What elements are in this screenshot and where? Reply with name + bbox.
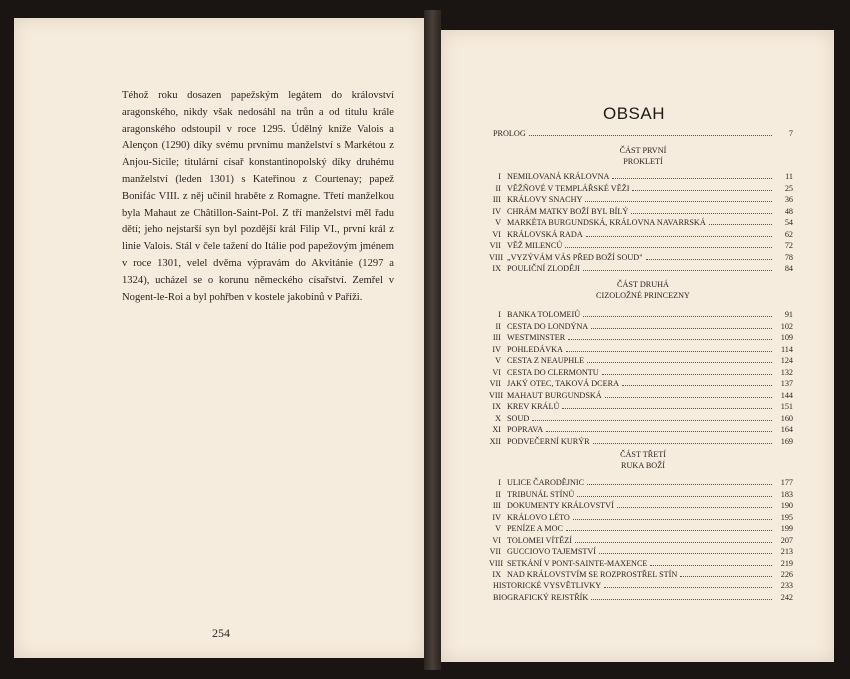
toc-row xyxy=(493,569,793,581)
chapter-page: 78 xyxy=(784,252,793,262)
toc-row xyxy=(493,401,793,413)
toc-row xyxy=(489,436,793,448)
chapter-title: CESTA DO LONDÝNA xyxy=(507,321,589,331)
toc-row xyxy=(489,558,793,570)
chapter-page: 25 xyxy=(784,183,793,193)
toc-row xyxy=(493,489,793,501)
chapter-page: 114 xyxy=(781,344,793,354)
chapter-num: IV xyxy=(492,206,501,216)
chapter-num: VIII xyxy=(489,558,504,568)
chapter-num: V xyxy=(495,524,501,533)
toc-leader xyxy=(650,565,772,566)
chapter-num: I xyxy=(498,478,501,487)
chapter-title: DOKUMENTY KRÁLOVSTVÍ xyxy=(507,501,614,510)
chapter-num: VI xyxy=(492,367,501,377)
chapter-page: 160 xyxy=(780,413,793,423)
chapter-page: 137 xyxy=(780,379,793,388)
chapter-page: 109 xyxy=(780,333,793,342)
chapter-num: IV xyxy=(492,512,501,522)
toc-leader xyxy=(587,484,772,485)
toc-leader xyxy=(568,339,772,340)
chapter-title: JAKÝ OTEC, TAKOVÁ DCERA xyxy=(507,379,619,388)
toc-row xyxy=(493,367,793,379)
toc-leader xyxy=(546,431,772,432)
left-page xyxy=(14,18,424,658)
chapter-page: 164 xyxy=(780,425,793,434)
appendix-page: 233 xyxy=(780,581,793,590)
chapter-title: KRÁLOVO LÉTO xyxy=(507,512,570,522)
toc-leader xyxy=(612,178,772,179)
chapter-page: 62 xyxy=(784,229,793,239)
chapter-title: KREV KRÁLŮ xyxy=(507,402,560,411)
appendix-title: BIOGRAFICKÝ REJSTŘÍK xyxy=(493,592,589,602)
toc-row xyxy=(493,332,793,344)
toc-page: 7 xyxy=(788,129,793,138)
chapter-title: CHRÁM MATKY BOŽÍ BYL BÍLÝ xyxy=(507,206,629,216)
chapter-title: TRIBUNÁL STÍNŮ xyxy=(507,489,575,499)
toc-row xyxy=(493,355,793,367)
chapter-num: III xyxy=(492,195,501,204)
chapter-title: PODVEČERNÍ KURÝR xyxy=(507,436,590,446)
chapter-page: 190 xyxy=(780,501,793,510)
toc-row xyxy=(489,378,793,390)
toc-leader xyxy=(532,420,772,421)
body-paragraph: Téhož roku dosazen papežským legátem do království aragonského, nikdy však nedosáhl na trůn a od titulu krále aragonského odstoupil v roce 1295. Údělný kníže Valois a Alençon (1290) díky svému prvnímu manželství s Markétou z Anjou-Sicile; titulární císař konstantinopolský díky druhému manželství (leden 1301) s Kateřinou z Courtenay; papež Bonifác VIII. z něj učinil hraběte z Romagne. Třetí manželkou byla Mahaut ze Châtillon-Saint-Pol. Z tří manželství měl řadu dětí; jeho nejstarší syn byl pozdější král Filip VI., první král z linie Valois. Stál v čele tažení do Itálie pod papežovým jménem v roce 1301, velel dvěma výpravám do Akvitánie (1297 a 1324), ucházel se o korunu německého císařství. Zemřel v Nogent-le-Roi a byl pohřben v kostele jakobínů v Paříži. xyxy=(122,90,394,303)
chapter-title: WESTMINSTER xyxy=(507,333,566,342)
chapter-page: 219 xyxy=(780,558,793,568)
chapter-num: VII xyxy=(489,241,501,250)
chapter-num: I xyxy=(498,172,501,181)
toc-leader xyxy=(586,236,772,237)
chapter-title: GUCCIOVO TAJEMSTVÍ xyxy=(507,547,597,556)
chapter-num: IX xyxy=(492,570,501,579)
chapter-page: 213 xyxy=(780,547,793,556)
chapter-page: 169 xyxy=(780,436,793,446)
toc-leader xyxy=(562,408,772,409)
chapter-page: 177 xyxy=(780,478,793,487)
chapter-num: X xyxy=(495,413,501,423)
toc-leader xyxy=(599,553,772,554)
chapter-title: MAHAUT BURGUNDSKÁ xyxy=(507,390,602,400)
contents-title: OBSAH xyxy=(603,104,666,123)
chapter-page: 144 xyxy=(780,390,793,400)
toc-row xyxy=(493,580,793,592)
toc-row xyxy=(493,128,793,140)
toc-row xyxy=(493,194,793,206)
chapter-num: IX xyxy=(492,402,501,411)
chapter-title: KRÁLOVSKÁ RADA xyxy=(507,229,583,239)
toc-row xyxy=(489,390,793,402)
chapter-page: 151 xyxy=(780,402,793,411)
toc-part-1 xyxy=(489,146,793,275)
chapter-num: XI xyxy=(492,425,501,434)
chapter-title: CESTA DO CLERMONTU xyxy=(507,367,599,377)
chapter-page: 199 xyxy=(780,524,793,533)
toc-leader xyxy=(577,496,772,497)
chapter-num: V xyxy=(495,218,501,227)
toc-leader xyxy=(566,351,772,352)
chapter-num: VII xyxy=(489,547,501,556)
chapter-num: IX xyxy=(492,264,501,273)
toc-leader xyxy=(591,328,772,329)
toc-leader xyxy=(573,519,772,520)
chapter-page: 102 xyxy=(780,321,793,331)
toc-leader xyxy=(593,443,772,444)
toc-row xyxy=(493,592,793,604)
chapter-page: 84 xyxy=(784,264,793,273)
chapter-num: II xyxy=(495,489,501,499)
toc-leader xyxy=(605,397,772,398)
toc-leader xyxy=(646,259,772,260)
chapter-page: 91 xyxy=(784,310,793,319)
chapter-page: 132 xyxy=(780,367,793,377)
toc-leader xyxy=(575,542,772,543)
toc-row xyxy=(489,252,793,264)
toc-row xyxy=(493,217,793,229)
toc-row xyxy=(493,321,793,333)
part-subtitle: RUKA BOŽÍ xyxy=(621,460,665,470)
book-gutter xyxy=(424,10,441,670)
chapter-page: 207 xyxy=(780,535,793,545)
toc-leader xyxy=(602,374,772,375)
toc-appendix xyxy=(493,580,793,603)
toc-row xyxy=(493,206,793,218)
toc-row xyxy=(493,263,793,275)
toc-leader xyxy=(631,213,772,214)
chapter-page: 36 xyxy=(784,195,793,204)
chapter-num: VI xyxy=(492,535,501,545)
chapter-title: POHLEDÁVKA xyxy=(507,344,563,354)
toc-leader xyxy=(583,270,772,271)
chapter-num: VIII xyxy=(489,390,504,400)
part-heading: ČÁST TŘETÍ xyxy=(620,450,666,459)
chapter-title: POULIČNÍ ZLODĚJI xyxy=(507,264,580,273)
chapter-title: ULICE ČARODĚJNIC xyxy=(507,478,585,487)
chapter-title: VĚŽŇOVÉ V TEMPLÁŘSKÉ VĚŽI xyxy=(507,183,630,193)
toc-row xyxy=(493,535,793,547)
toc-row xyxy=(493,477,793,489)
chapter-title: POPRAVA xyxy=(507,425,544,434)
toc-row xyxy=(493,171,793,183)
toc-row xyxy=(493,183,793,195)
toc-leader xyxy=(680,576,772,577)
part-subtitle: CIZOLOŽNÉ PRINCEZNY xyxy=(596,290,690,300)
chapter-page: 11 xyxy=(785,172,793,181)
toc-leader xyxy=(587,362,772,363)
chapter-page: 48 xyxy=(784,206,793,216)
toc-row xyxy=(493,344,793,356)
toc-row xyxy=(489,546,793,558)
toc-row xyxy=(493,523,793,535)
chapter-title: SETKÁNÍ V PONT-SAINTE-MAXENCE xyxy=(507,558,648,568)
toc-leader xyxy=(604,587,772,588)
toc-row xyxy=(493,424,793,436)
chapter-num: III xyxy=(492,501,501,510)
toc-leader xyxy=(566,530,772,531)
toc-row xyxy=(493,413,793,425)
chapter-page: 72 xyxy=(784,241,793,250)
toc-row xyxy=(493,309,793,321)
toc-leader xyxy=(585,201,772,202)
toc-title: PROLOG xyxy=(493,129,526,138)
chapter-num: I xyxy=(498,310,501,319)
chapter-title: PENÍZE A MOC xyxy=(507,524,563,533)
toc-leader xyxy=(583,316,772,317)
chapter-title: KRÁLOVY SNACHY xyxy=(507,195,583,204)
toc-part-3 xyxy=(489,450,793,581)
toc-prolog xyxy=(493,128,793,140)
toc-leader xyxy=(591,599,772,600)
chapter-title: „VYZÝVÁM VÁS PŘED BOŽÍ SOUD" xyxy=(507,252,643,262)
chapter-title: VĚŽ MILENCŮ xyxy=(507,241,563,250)
chapter-title: CESTA Z NEAUPHLE xyxy=(507,356,585,365)
chapter-page: 226 xyxy=(780,570,793,579)
chapter-num: III xyxy=(492,333,501,342)
chapter-num: VII xyxy=(489,379,501,388)
chapter-num: VI xyxy=(492,229,501,239)
chapter-title: NEMILOVANÁ KRÁLOVNA xyxy=(507,172,610,181)
chapter-title: BANKA TOLOMEIŮ xyxy=(507,310,581,319)
chapter-page: 195 xyxy=(780,512,793,522)
chapter-title: NAD KRÁLOVSTVÍM SE ROZPROSTŘEL STÍN xyxy=(507,570,678,579)
part-subtitle: PROKLETÍ xyxy=(623,156,663,166)
chapter-num: V xyxy=(495,356,501,365)
part-heading: ČÁST DRUHÁ xyxy=(617,280,669,289)
toc-row xyxy=(493,229,793,241)
chapter-num: II xyxy=(495,321,501,331)
appendix-title: HISTORICKÉ VYSVĚTLIVKY xyxy=(493,581,602,590)
part-heading: ČÁST PRVNÍ xyxy=(619,146,667,155)
toc-leader xyxy=(529,135,772,136)
toc-row xyxy=(493,500,793,512)
toc-leader xyxy=(632,190,772,191)
chapter-page: 124 xyxy=(780,356,793,365)
toc-leader xyxy=(709,224,772,225)
chapter-num: II xyxy=(495,183,501,193)
toc-leader xyxy=(617,507,772,508)
toc-part-2 xyxy=(489,280,793,447)
chapter-page: 54 xyxy=(784,218,793,227)
toc-row xyxy=(489,240,793,252)
chapter-num: IV xyxy=(492,344,501,354)
chapter-title: TOLOMEI VÍTĚZÍ xyxy=(507,535,572,545)
right-page xyxy=(441,30,834,662)
toc-leader xyxy=(622,385,772,386)
toc-leader xyxy=(565,247,772,248)
chapter-title: MARKÉTA BURGUNDSKÁ, KRÁLOVNA NAVARRSKÁ xyxy=(507,218,706,227)
chapter-title: SOUD xyxy=(507,413,530,423)
page-number: 254 xyxy=(212,626,230,640)
chapter-page: 183 xyxy=(780,489,793,499)
toc-row xyxy=(493,512,793,524)
appendix-page: 242 xyxy=(780,592,793,602)
chapter-num: XII xyxy=(489,436,501,446)
chapter-num: VIII xyxy=(489,252,504,262)
